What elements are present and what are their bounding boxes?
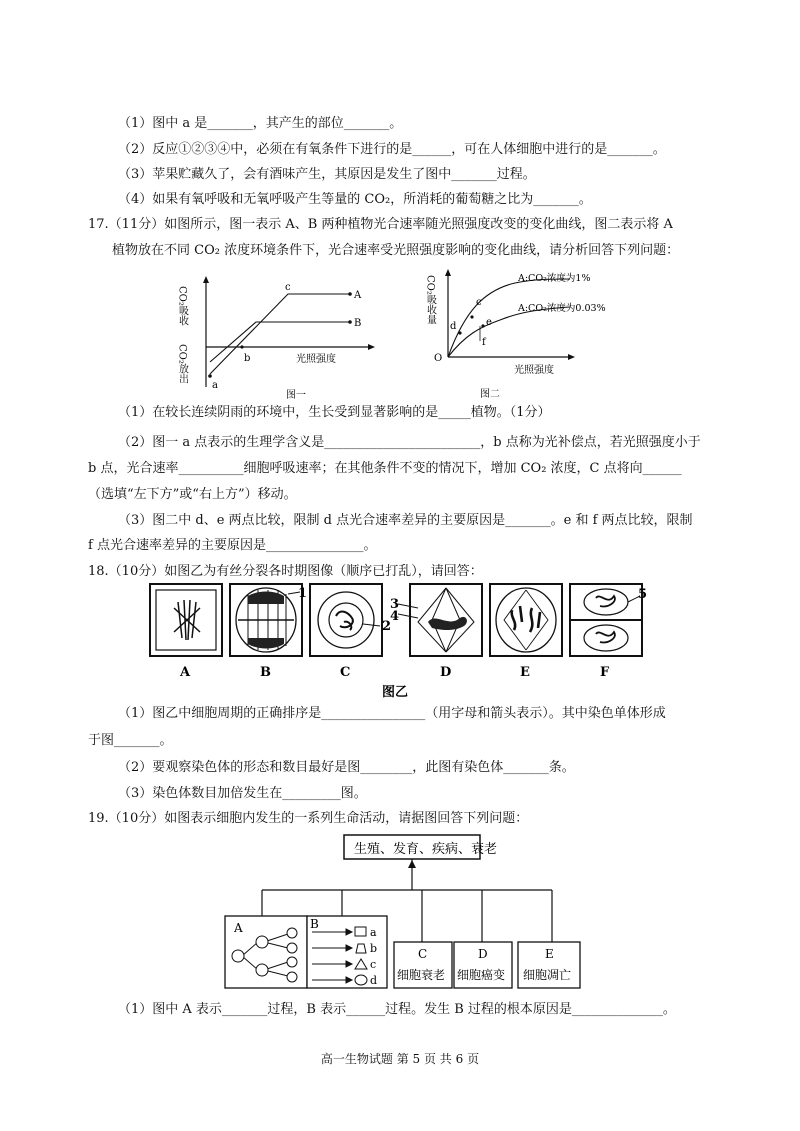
q18-part-3: （3）染色体数目加倍发生在_________图。 <box>118 786 367 801</box>
fig1-y-top-label: CO₂吸收 <box>176 286 188 326</box>
fig2-y-arrow <box>445 269 451 276</box>
q17-part-2c: （选填“左下方”或“右上方”）移动。 <box>88 487 297 502</box>
fig1-label-b: b <box>244 353 251 364</box>
q17-part-2a: （2）图一 a 点表示的生理学含义是________________________，b 点称为光补偿点，若光照强度小于 <box>118 435 701 450</box>
fig2-point-c <box>470 315 473 318</box>
fig1-point-a <box>208 374 212 378</box>
mitosis-figure <box>148 582 648 700</box>
q18-part-1a: （1）图乙中细胞周期的正确排序是________________（用字母和箭头表示）。其中染色单体形成 <box>118 706 666 721</box>
panel-F-label: F <box>600 665 610 680</box>
fig2-curve-1-label: A:CO₂浓度为1% <box>518 273 591 284</box>
label-3: 3 <box>390 597 400 612</box>
fig1-label-B: B <box>354 318 362 329</box>
b-item-a: a <box>370 926 377 939</box>
fig2-point-e <box>481 324 484 327</box>
b-item-b: b <box>370 942 378 955</box>
q17-part-3b: f 点光合速率差异的主要原因是_______________。 <box>88 538 377 553</box>
fig1-y-arrow <box>203 276 209 283</box>
fig2-origin: O <box>434 353 443 364</box>
fig1-label-a: a <box>212 380 218 391</box>
box-E-text: 细胞凋亡 <box>523 968 572 982</box>
figure-yi-caption: 图乙 <box>382 685 409 700</box>
q18-stem: 18.（10分）如图乙为有丝分裂各时期图像（顺序已打乱），请回答： <box>88 564 483 579</box>
q18-part-2: （2）要观察染色体的形态和数目最好是图________，此图有染色体_______条。 <box>118 760 575 775</box>
fig1-point-A <box>348 292 352 296</box>
fig2-point-d <box>458 331 461 334</box>
q18-part-1b: 于图_______。 <box>88 733 173 748</box>
fig1-x-arrow <box>368 344 375 350</box>
q19-part-1: （1）图中 A 表示_______过程，B 表示______过程。发生 B 过程的根本原因是______________。 <box>118 1002 676 1017</box>
box-D-letter: D <box>478 947 488 961</box>
label-4: 4 <box>390 609 400 624</box>
q16-line-1: （1）图中 a 是_______，其产生的部位_______。 <box>118 116 403 131</box>
panel-D-label: D <box>440 665 452 680</box>
fig1-label-A: A <box>354 290 362 301</box>
fig2-y-label: CO₂吸收量 <box>424 275 436 325</box>
q17-part-3a: （3）图二中 d、e 两点比较，限制 d 点光合速率差异的主要原因是_______。e 和 f 两点比较，限制 <box>118 513 693 528</box>
fig2-label-e: e <box>486 317 492 328</box>
top-box-text: 生殖、发育、疾病、衰老 <box>354 842 498 857</box>
panel-A-label: A <box>180 665 191 680</box>
box-C-text: 细胞衰老 <box>397 968 446 982</box>
panel-D <box>410 584 482 656</box>
fig1-label-c: c <box>285 282 291 293</box>
panel-E-label: E <box>520 665 530 680</box>
box-E-letter: E <box>545 947 554 961</box>
label-2: 2 <box>382 619 392 634</box>
box-B-letter: B <box>310 917 319 931</box>
figure-1-graph <box>170 272 380 402</box>
fig2-caption: 图二 <box>480 389 500 400</box>
fig2-label-d: d <box>450 321 457 332</box>
figure-2-graph <box>420 265 630 402</box>
q17-part-1: （1）在较长连续阴雨的环境中，生长受到显著影响的是_____植物。（1分） <box>118 405 551 420</box>
fig1-y-bottom-label: CO₂放出 <box>176 344 188 384</box>
fig2-curve-2 <box>448 307 570 357</box>
fig1-x-label: 光照强度 <box>296 354 336 365</box>
fig1-caption: 图一 <box>286 390 306 401</box>
q16-line-2: （2）反应①②③④中，必须在有氧条件下进行的是______，可在人体细胞中进行的是_______。 <box>118 142 666 157</box>
panel-E <box>490 584 562 656</box>
box-D-text: 细胞癌变 <box>457 968 506 982</box>
b-item-d: d <box>370 974 378 987</box>
q17-stem-1: 17.（11分）如图所示，图一表示 A、B 两种植物光合速率随光照强度改变的变化曲线，图二表示将 A <box>88 217 673 232</box>
label-5: 5 <box>638 587 648 602</box>
b-item-c: c <box>370 958 377 971</box>
fig1-point-b <box>240 345 243 348</box>
fig2-curve-1 <box>448 279 570 357</box>
panel-C <box>310 584 382 656</box>
q16-line-3: （3）苹果贮藏久了，会有酒味产生，其原因是发生了图中_______过程。 <box>118 167 536 182</box>
fig1-point-B <box>348 320 352 324</box>
page-footer: 高一生物试题 第 5 页 共 6 页 <box>320 1052 480 1066</box>
fig2-label-c: c <box>476 297 482 308</box>
fig2-x-arrow <box>568 354 575 360</box>
label-1: 1 <box>298 586 308 601</box>
q17-part-2b: b 点，光合速率__________细胞呼吸速率；在其他条件不变的情况下，增加 CO₂ 浓度，C 点将向______ <box>88 461 682 476</box>
panel-C-label: C <box>340 665 351 680</box>
box-A-letter: A <box>234 921 243 935</box>
cell-life-diagram <box>222 832 602 994</box>
q17-stem-2: 植物放在不同 CO₂ 浓度环境条件下，光合速率受光照强度影响的变化曲线，请分析回答下列问题： <box>112 243 680 258</box>
fig2-curve-2-label: A:CO₂浓度为0.03% <box>518 303 606 314</box>
panel-B-label: B <box>260 665 271 680</box>
fig2-label-f: f <box>482 337 486 348</box>
fig2-x-label: 光照强度 <box>514 365 554 376</box>
q16-line-4: （4）如果有氧呼吸和无氧呼吸产生等量的 CO₂，所消耗的葡萄糖之比为_______。 <box>118 192 592 207</box>
q19-stem: 19.（10分）如图表示细胞内发生的一系列生命活动，请据图回答下列问题： <box>88 811 529 826</box>
box-C-letter: C <box>418 947 428 961</box>
